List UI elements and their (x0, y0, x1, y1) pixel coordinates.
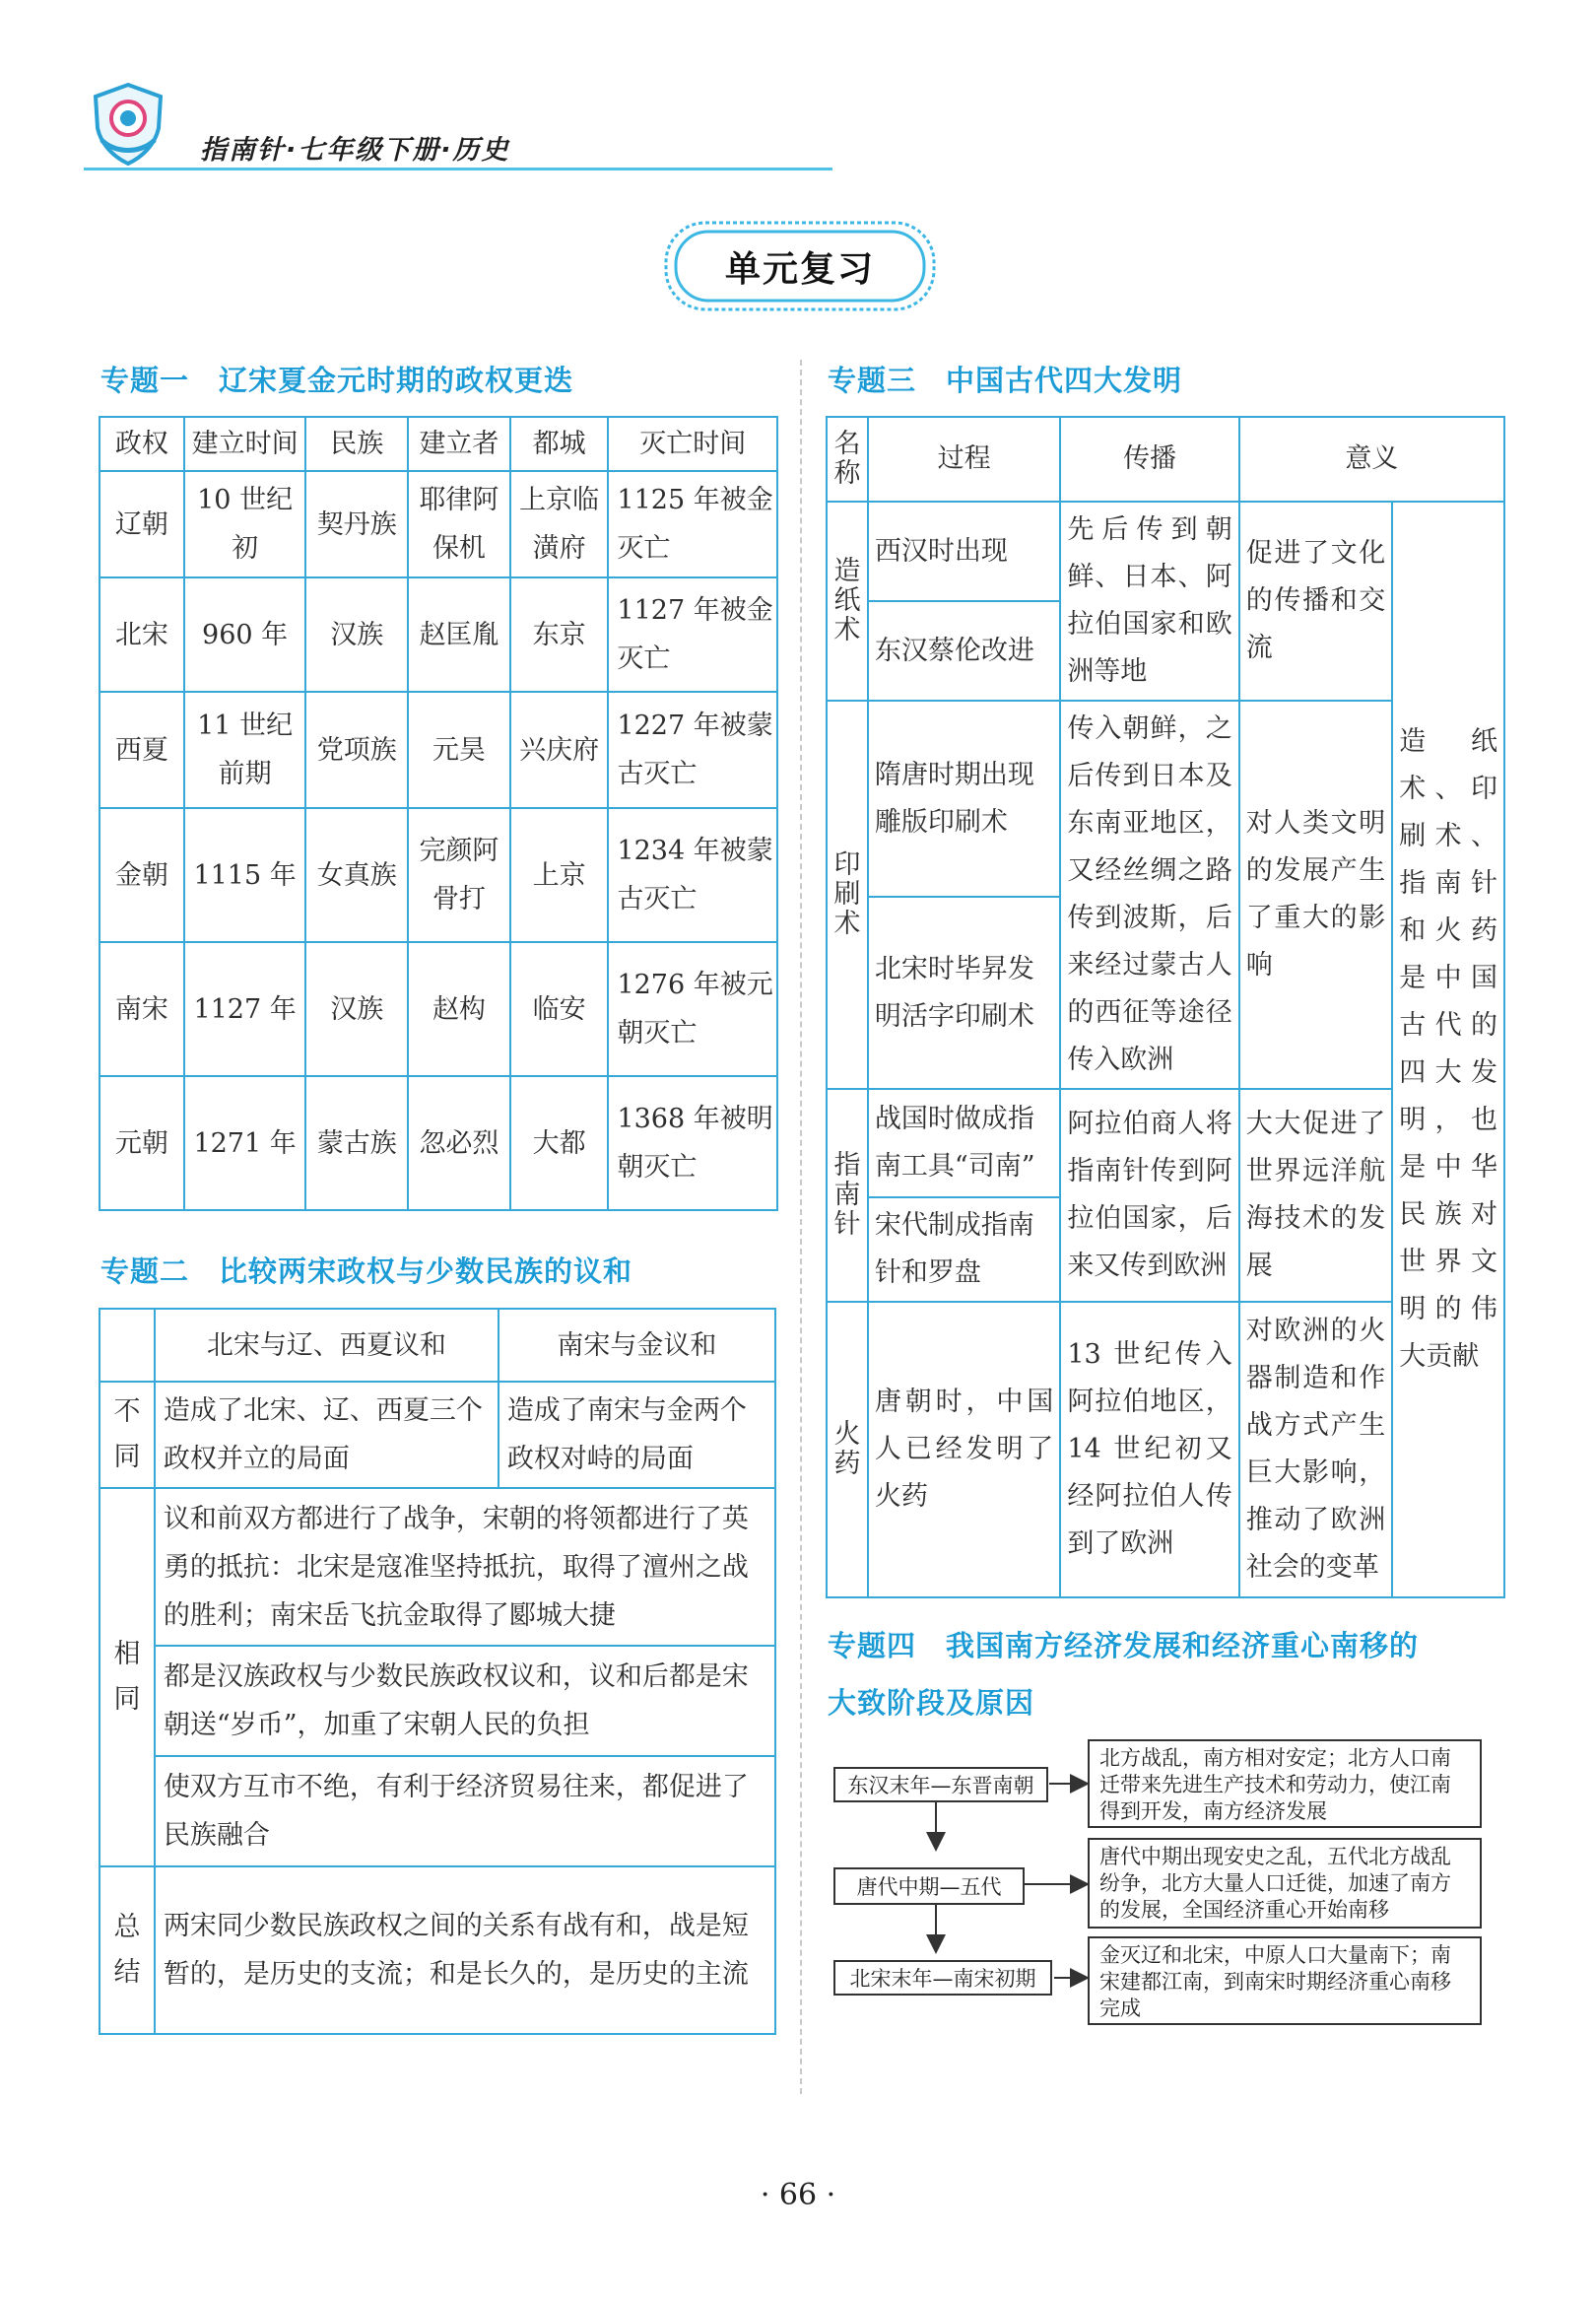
table-cell: 金朝 (100, 808, 184, 942)
table-row (100, 471, 777, 577)
table-cell: 蒙古族 (305, 1076, 408, 1210)
table-cell: 使双方互市不绝，有利于经济贸易往来，都促进了民族融合 (155, 1756, 775, 1866)
table-row (100, 692, 777, 808)
table-cell: 西夏 (100, 692, 184, 808)
table-row (100, 1382, 775, 1488)
empty-header-cell (100, 1309, 155, 1382)
header-cell: 灭亡时间 (608, 417, 777, 471)
table-header-row (827, 417, 1504, 502)
flow-period-1: 东汉末年—东晋南朝 (833, 1767, 1048, 1802)
section4-title-line1: 专题四 我国南方经济发展和经济重心南移的 (828, 1629, 1420, 1662)
flow-reason-1: 北方战乱，南方相对安定；北方人口南迁带来先进生产技术和劳动力，使江南得到开发，南方经济发展 (1088, 1739, 1482, 1828)
section4-title-line2: 大致阶段及原因 (828, 1686, 1035, 1720)
unit-title-badge (662, 219, 938, 313)
regime-table (99, 416, 778, 1211)
table-cell: 汉族 (305, 577, 408, 692)
table-cell: 1127 年被金灭亡 (608, 577, 777, 692)
table-cell: 1234 年被蒙古灭亡 (608, 808, 777, 942)
table-cell: 1227 年被蒙古灭亡 (608, 692, 777, 808)
header-cell: 建立者 (408, 417, 510, 471)
table-cell: 元朝 (100, 1076, 184, 1210)
shield-logo-icon (84, 79, 172, 168)
table-cell: 南宋 (100, 942, 184, 1076)
table-cell: 对欧洲的火器制造和作战方式产生巨大影响，推动了欧洲社会的变革 (1239, 1302, 1393, 1597)
table-cell: 10 世纪初 (184, 471, 306, 577)
table-cell: 1125 年被金灭亡 (608, 471, 777, 577)
flow-reason-3: 金灭辽和北宋，中原人口大量南下；南宋建都江南，到南宋时期经济重心南移完成 (1088, 1936, 1482, 2025)
table-cell: 赵匡胤 (408, 577, 510, 692)
table-cell: 对人类文明的发展产生了重大的影响 (1239, 701, 1393, 1089)
header-cell: 北宋与辽、西夏议和 (155, 1309, 499, 1382)
table-cell: 1127 年 (184, 942, 306, 1076)
page-number: · 66 · (760, 2178, 836, 2212)
table-cell: 元昊 (408, 692, 510, 808)
row-label: 不同 (100, 1382, 155, 1488)
flow-period-2: 唐代中期—五代 (833, 1867, 1025, 1905)
table-cell: 造成了南宋与金两个政权对峙的局面 (499, 1382, 775, 1488)
table-cell: 传入朝鲜，之后传到日本及东南亚地区，又经丝绸之路传到波斯，后来经过蒙古人的西征等途径传入欧洲 (1060, 701, 1238, 1089)
four-inventions-table (826, 416, 1505, 1598)
table-cell: 北宋时毕昇发明活字印刷术 (868, 897, 1060, 1089)
table-cell: 党项族 (305, 692, 408, 808)
table-cell: 960 年 (184, 577, 306, 692)
table-row (100, 808, 777, 942)
table-cell: 汉族 (305, 942, 408, 1076)
table-cell: 契丹族 (305, 471, 408, 577)
table-cell: 1276 年被元朝灭亡 (608, 942, 777, 1076)
header-cell: 建立时间 (184, 417, 306, 471)
header-title: 指南针·七年级下册·历史 (200, 135, 510, 166)
table-cell: 女真族 (305, 808, 408, 942)
table-cell: 议和前双方都进行了战争，宋朝的将领都进行了英勇的抵抗：北宋是寇准坚持抵抗，取得了澶州之战的胜利；南宋岳飞抗金取得了郾城大捷 (155, 1488, 775, 1646)
table-cell: 辽朝 (100, 471, 184, 577)
table-cell: 阿拉伯商人将指南针传到阿拉伯国家，后来又传到欧洲 (1060, 1089, 1238, 1302)
table-cell: 13 世纪传入阿拉伯地区，14 世纪初又经阿拉伯人传到了欧洲 (1060, 1302, 1238, 1597)
table-cell: 促进了文化的传播和交流 (1239, 502, 1393, 701)
header-cell: 南宋与金议和 (499, 1309, 775, 1382)
table-row (100, 1488, 775, 1646)
table-row (100, 1076, 777, 1210)
table-cell: 完颜阿骨打 (408, 808, 510, 942)
invention-name: 指南针 (827, 1089, 868, 1302)
table-cell: 东京 (510, 577, 609, 692)
table-cell: 上京 (510, 808, 609, 942)
table-cell: 宋代制成指南针和罗盘 (868, 1197, 1060, 1302)
header-cell: 传播 (1060, 417, 1238, 502)
table-header-row (100, 417, 777, 471)
table-row (827, 502, 1504, 601)
table-cell: 1271 年 (184, 1076, 306, 1210)
table-cell: 先后传到朝鲜、日本、阿拉伯国家和欧洲等地 (1060, 502, 1238, 701)
overall-significance: 造纸术、印刷术、指南针和火药是中国古代的四大发明，也是中华民族对世界文明的伟大贡献 (1392, 502, 1504, 1597)
table-cell: 耶律阿保机 (408, 471, 510, 577)
table-row (100, 942, 777, 1076)
table-cell: 1368 年被明朝灭亡 (608, 1076, 777, 1210)
economic-shift-flowchart (828, 1729, 1507, 2055)
table-cell: 西汉时出现 (868, 502, 1060, 601)
header-cell: 政权 (100, 417, 184, 471)
table-row (100, 1756, 775, 1866)
row-label: 相同 (100, 1488, 155, 1866)
table-cell: 兴庆府 (510, 692, 609, 808)
row-label: 总结 (100, 1866, 155, 2034)
table-cell: 唐朝时，中国人已经发明了火药 (868, 1302, 1060, 1597)
header-cell: 过程 (868, 417, 1060, 502)
table-cell: 1115 年 (184, 808, 306, 942)
page-header (84, 69, 832, 172)
invention-name: 火药 (827, 1302, 868, 1597)
column-divider (800, 360, 802, 2094)
table-cell: 隋唐时期出现雕版印刷术 (868, 701, 1060, 897)
table-header-row (100, 1309, 775, 1382)
table-row (100, 1646, 775, 1756)
table-cell: 造成了北宋、辽、西夏三个政权并立的局面 (155, 1382, 499, 1488)
table-cell: 北宋 (100, 577, 184, 692)
table-cell: 上京临潢府 (510, 471, 609, 577)
invention-name: 印刷术 (827, 701, 868, 1089)
section2-title: 专题二 比较两宋政权与少数民族的议和 (100, 1254, 633, 1288)
peace-comparison-table (99, 1308, 776, 2035)
header-divider (84, 168, 832, 170)
table-cell: 11 世纪前期 (184, 692, 306, 808)
table-cell: 大大促进了世界远洋航海技术的发展 (1239, 1089, 1393, 1302)
invention-name: 造纸术 (827, 502, 868, 701)
table-cell: 两宋同少数民族政权之间的关系有战有和，战是短暂的，是历史的支流；和是长久的，是历史的主流 (155, 1866, 775, 2034)
unit-title: 单元复习 (724, 248, 875, 290)
header-cell: 都城 (510, 417, 609, 471)
table-row (100, 1866, 775, 2034)
header-cell: 民族 (305, 417, 408, 471)
table-cell: 赵构 (408, 942, 510, 1076)
section3-title: 专题三 中国古代四大发明 (828, 364, 1183, 397)
table-cell: 都是汉族政权与少数民族政权议和，议和后都是宋朝送“岁币”，加重了宋朝人民的负担 (155, 1646, 775, 1756)
table-row (100, 577, 777, 692)
table-cell: 大都 (510, 1076, 609, 1210)
flow-reason-2: 唐代中期出现安史之乱，五代北方战乱纷争，北方大量人口迁徙，加速了南方的发展，全国经济重心开始南移 (1088, 1838, 1482, 1929)
table-cell: 忽必烈 (408, 1076, 510, 1210)
section1-title: 专题一 辽宋夏金元时期的政权更迭 (100, 364, 574, 397)
header-cell: 意义 (1239, 417, 1504, 502)
table-cell: 战国时做成指南工具“司南” (868, 1089, 1060, 1197)
table-cell: 东汉蔡伦改进 (868, 601, 1060, 701)
table-cell: 临安 (510, 942, 609, 1076)
flow-period-3: 北宋末年—南宋初期 (833, 1960, 1052, 1996)
header-cell: 名称 (827, 417, 868, 502)
